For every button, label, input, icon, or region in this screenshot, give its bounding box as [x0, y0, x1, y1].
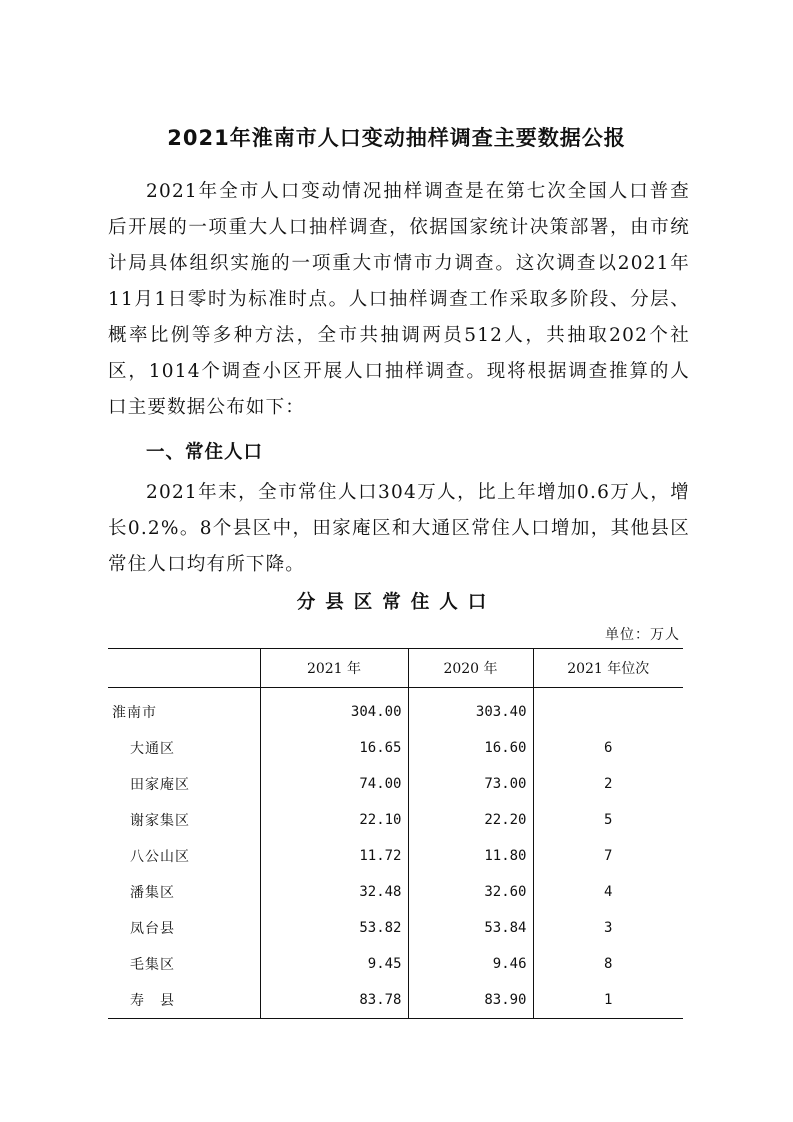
value-2021: 304.00	[260, 688, 408, 731]
value-2020: 53.84	[408, 910, 533, 946]
header-2021: 2021 年	[260, 649, 408, 688]
region-name: 淮南市	[112, 705, 157, 721]
value-2020: 22.20	[408, 802, 533, 838]
population-table	[108, 648, 683, 1019]
value-2020: 83.90	[408, 982, 533, 1019]
table-row	[108, 766, 683, 802]
region-name: 潘集区	[130, 885, 175, 901]
header-rank: 2021 年位次	[533, 649, 683, 688]
rank-2021	[533, 688, 683, 731]
region-name: 毛集区	[130, 957, 175, 973]
rank-2021: 6	[533, 730, 683, 766]
value-2021: 32.48	[260, 874, 408, 910]
table-title: 分县区常住人口	[296, 592, 497, 613]
value-2020: 32.60	[408, 874, 533, 910]
value-2020: 11.80	[408, 838, 533, 874]
table-header-row	[108, 649, 683, 688]
region-name: 大通区	[130, 741, 175, 757]
value-2021: 53.82	[260, 910, 408, 946]
region-name: 谢家集区	[130, 813, 190, 829]
rank-2021: 4	[533, 874, 683, 910]
table-row	[108, 982, 683, 1019]
resident-population-paragraph: 2021年末，全市常住人口304万人，比上年增加0.6万人，增长0.2%。8个县区中，田家庵区和大通区常住人口增加，其他县区常住人口均有所下降。	[108, 482, 690, 575]
document-title: 2021年淮南市人口变动抽样调查主要数据公报	[167, 126, 626, 150]
value-2021: 22.10	[260, 802, 408, 838]
region-name: 寿 县	[108, 982, 260, 1019]
table-row	[108, 730, 683, 766]
value-2021: 83.78	[260, 982, 408, 1019]
value-2021: 9.45	[260, 946, 408, 982]
rank-2021: 2	[533, 766, 683, 802]
value-2020: 73.00	[408, 766, 533, 802]
table-row	[108, 802, 683, 838]
value-2020: 303.40	[408, 688, 533, 731]
header-region	[108, 649, 260, 688]
value-2020: 9.46	[408, 946, 533, 982]
table-row	[108, 688, 683, 731]
table-row	[108, 946, 683, 982]
table-row	[108, 910, 683, 946]
table-row	[108, 874, 683, 910]
region-name: 田家庵区	[130, 777, 190, 793]
region-name: 凤台县	[130, 921, 175, 937]
value-2021: 11.72	[260, 838, 408, 874]
rank-2021: 7	[533, 838, 683, 874]
table-row	[108, 838, 683, 874]
rank-2021: 3	[533, 910, 683, 946]
section-heading-resident-population: 一、常住人口	[146, 442, 264, 463]
intro-paragraph: 2021年全市人口变动情况抽样调查是在第七次全国人口普查后开展的一项重大人口抽样调查，依据国家统计决策部署，由市统计局具体组织实施的一项重大市情市力调查。这次调查以2021年11月1日零时为标准时点。人口抽样调查工作采取多阶段、分层、概率比例等多种方法，全市共抽调两员512人，共抽取202个社区，1014个调查小区开展人口抽样调查。现将根据调查推算的人口主要数据公布如下：	[108, 181, 690, 418]
header-2020: 2020 年	[408, 649, 533, 688]
rank-2021: 5	[533, 802, 683, 838]
rank-2021: 8	[533, 946, 683, 982]
rank-2021: 1	[533, 982, 683, 1019]
region-name: 八公山区	[130, 849, 190, 865]
value-2021: 16.65	[260, 730, 408, 766]
value-2020: 16.60	[408, 730, 533, 766]
value-2021: 74.00	[260, 766, 408, 802]
table-unit: 单位：万人	[605, 627, 680, 643]
